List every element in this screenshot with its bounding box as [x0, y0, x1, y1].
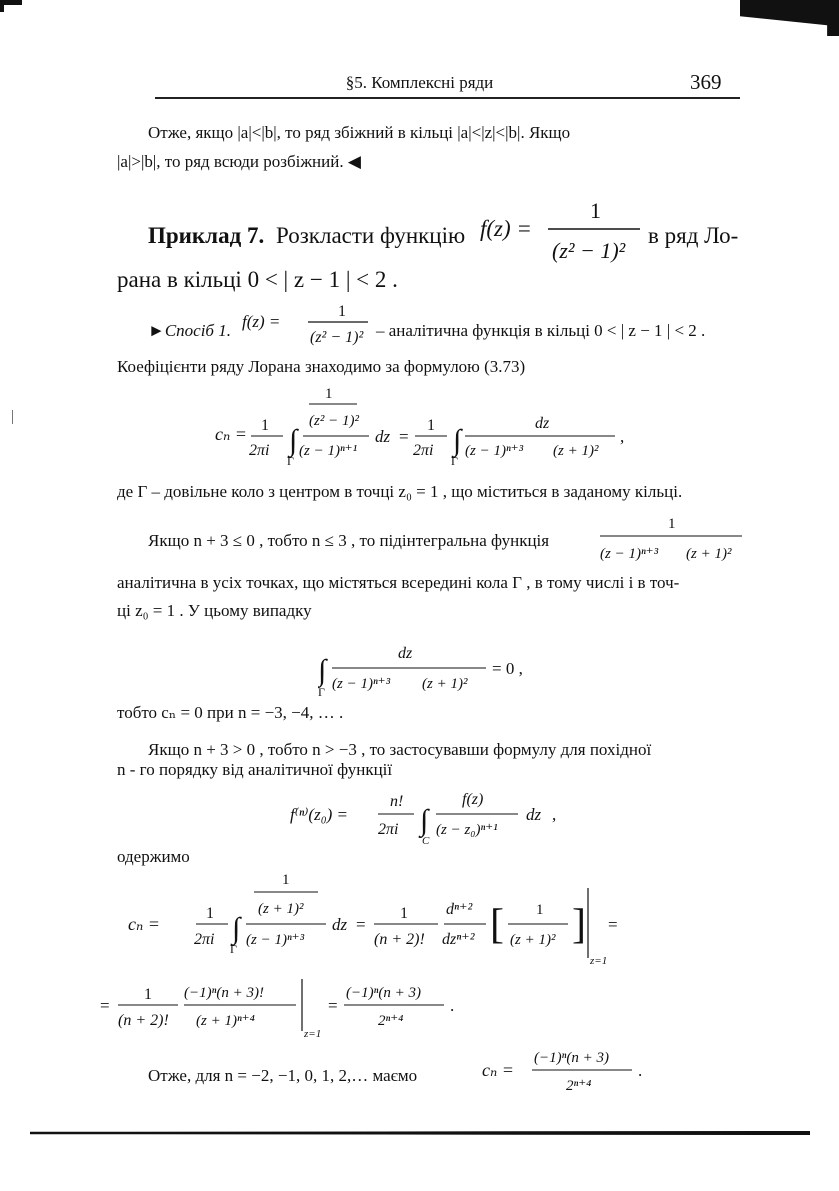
- svg-text:(z² − 1)²: (z² − 1)²: [310, 329, 364, 346]
- svg-text:Γ: Γ: [230, 942, 237, 956]
- svg-text:(−1)ⁿ(n + 3): (−1)ⁿ(n + 3): [534, 1050, 609, 1066]
- svg-text:1: 1: [536, 902, 544, 918]
- svg-text:1: 1: [427, 417, 435, 434]
- svg-text:2πi: 2πi: [378, 821, 399, 838]
- svg-text:2πi: 2πi: [413, 442, 434, 459]
- svg-text:(z − z₀)ⁿ⁺¹: (z − z₀)ⁿ⁺¹: [436, 822, 498, 838]
- svg-text:=: =: [608, 915, 618, 934]
- final-text: Отже, для n = −2, −1, 0, 1, 2,… маємо: [148, 1066, 418, 1085]
- svg-text:(−1)ⁿ(n + 3)!: (−1)ⁿ(n + 3)!: [184, 985, 264, 1001]
- example-label: Приклад 7.: [148, 223, 265, 248]
- svg-text:(z − 1)ⁿ⁺³: (z − 1)ⁿ⁺³: [465, 443, 524, 459]
- svg-text:1: 1: [325, 386, 333, 402]
- svg-text:f⁽ⁿ⁾(z₀) =: f⁽ⁿ⁾(z₀) =: [290, 805, 348, 824]
- final-cn-formula: [482, 1040, 662, 1104]
- method-function-formula: [242, 300, 372, 358]
- svg-text:Γ: Γ: [451, 454, 458, 468]
- method-text: – аналітична функція в кільці 0 < | z − 1 | < 2 .: [376, 321, 706, 340]
- analytic-line-1: аналітична в усіх точках, що містяться всередині кола Γ , в тому числі і в точ-: [117, 573, 680, 592]
- svg-text:(z − 1)ⁿ⁺³: (z − 1)ⁿ⁺³: [246, 932, 305, 948]
- integrand-formula: [598, 510, 746, 568]
- obtain-text: одержимо: [117, 847, 190, 866]
- svg-text:=: =: [399, 427, 409, 446]
- method-label: ►Спосіб 1.: [148, 321, 231, 340]
- f-def-denominator: (z² − 1)²: [552, 238, 626, 263]
- svg-text:(z − 1)ⁿ⁺¹: (z − 1)ⁿ⁺¹: [299, 443, 358, 459]
- svg-text:z=1: z=1: [304, 1028, 322, 1040]
- svg-text:∫: ∫: [232, 912, 241, 945]
- cn-derivative-formula: [128, 868, 628, 978]
- zero-result: тобто cₙ = 0 при n = −3, −4, … .: [117, 703, 344, 722]
- svg-text:.: .: [450, 996, 455, 1015]
- svg-text:∫: ∫: [453, 424, 462, 457]
- svg-text:=: =: [100, 996, 110, 1015]
- coefficient-text: Коефіцієнти ряду Лорана знаходимо за формулою (3.73): [117, 357, 526, 376]
- svg-text:dⁿ⁺²: dⁿ⁺²: [446, 901, 473, 918]
- svg-text:f(z): f(z): [462, 791, 484, 808]
- example-text: Розкласти функцію: [276, 223, 466, 248]
- svg-text:(z + 1)ⁿ⁺⁴: (z + 1)ⁿ⁺⁴: [196, 1013, 255, 1029]
- svg-text:dzⁿ⁺²: dzⁿ⁺²: [442, 931, 475, 948]
- bottom-rule: [30, 1131, 810, 1135]
- svg-text:2ⁿ⁺⁴: 2ⁿ⁺⁴: [566, 1078, 592, 1094]
- svg-text:Γ: Γ: [318, 685, 325, 699]
- svg-text:(z − 1)ⁿ⁺³: (z − 1)ⁿ⁺³: [600, 546, 659, 562]
- svg-text:2ⁿ⁺⁴: 2ⁿ⁺⁴: [378, 1013, 404, 1029]
- svg-text:2πi: 2πi: [194, 931, 215, 948]
- svg-text:(n + 2)!: (n + 2)!: [118, 1012, 169, 1029]
- svg-text:dz: dz: [332, 915, 348, 934]
- svg-text:(z + 1)²: (z + 1)²: [553, 443, 599, 459]
- svg-text:cₙ =: cₙ =: [128, 914, 160, 934]
- scan-blot: [740, 0, 839, 36]
- coefficient-formula: [215, 380, 635, 480]
- svg-text:cₙ =: cₙ =: [215, 424, 247, 444]
- svg-text:1: 1: [282, 872, 290, 888]
- svg-text:(z + 1)²: (z + 1)²: [258, 901, 304, 917]
- svg-text:dz: dz: [398, 645, 413, 662]
- right-bracket: ]: [572, 902, 586, 948]
- svg-text:1: 1: [144, 986, 152, 1003]
- svg-text:1: 1: [338, 303, 346, 320]
- intro-line-2: |a|>|b|, то ряд всюди розбіжний. ◀: [117, 152, 361, 171]
- svg-text:n!: n!: [390, 793, 404, 810]
- example-line-2: рана в кільці 0 < | z − 1 | < 2 .: [117, 267, 398, 292]
- svg-text:,: ,: [552, 805, 557, 824]
- intro-line-1: Отже, якщо |a|<|b|, то ряд збіжний в кільці |a|<|z|<|b|. Якщо: [148, 123, 571, 142]
- svg-text:(z² − 1)²: (z² − 1)²: [309, 413, 359, 429]
- svg-text:=: =: [356, 915, 366, 934]
- svg-text:1: 1: [206, 905, 214, 922]
- cn-result-formula: [100, 975, 500, 1045]
- header-rule: [155, 97, 740, 99]
- svg-text:(−1)ⁿ(n + 3): (−1)ⁿ(n + 3): [346, 985, 421, 1001]
- svg-text:Γ: Γ: [287, 454, 294, 468]
- svg-text:(z + 1)²: (z + 1)²: [686, 546, 732, 562]
- svg-text:(n + 2)!: (n + 2)!: [374, 931, 425, 948]
- svg-text:z=1: z=1: [590, 955, 608, 967]
- svg-text:(z − 1)ⁿ⁺³: (z − 1)ⁿ⁺³: [332, 676, 391, 692]
- svg-text:C: C: [422, 835, 430, 847]
- svg-text:(z + 1)²: (z + 1)²: [422, 676, 468, 692]
- gamma-text: де Γ – довільне коло з центром в точці z₀ = 1 , що міститься в заданому кільці.: [117, 482, 683, 501]
- svg-text:1: 1: [261, 417, 269, 434]
- svg-text:dz: dz: [375, 427, 391, 446]
- svg-text:cₙ =: cₙ =: [482, 1060, 514, 1080]
- f-def-lhs: f(z) =: [480, 216, 532, 241]
- svg-text:dz: dz: [535, 415, 550, 432]
- svg-text:1: 1: [668, 516, 676, 532]
- example-text-tail: в ряд Ло-: [648, 223, 739, 248]
- svg-text:2πi: 2πi: [249, 442, 270, 459]
- scan-edge-tick: [12, 410, 13, 424]
- svg-text:∫: ∫: [420, 804, 429, 837]
- svg-text:= 0 ,: = 0 ,: [492, 659, 523, 678]
- integral-sign: ∫: [289, 424, 298, 457]
- zero-integral-formula: [318, 630, 538, 702]
- page-number: 369: [690, 70, 722, 94]
- svg-text:1: 1: [400, 905, 408, 922]
- scan-corner-mark-vertical: [0, 0, 4, 12]
- svg-text:,: ,: [620, 427, 625, 446]
- svg-text:dz: dz: [526, 805, 542, 824]
- case2-line-2: n - го порядку від аналітичної функції: [117, 760, 393, 779]
- section-title: §5. Комплексні ряди: [345, 73, 494, 92]
- f-def-numerator: 1: [590, 198, 601, 223]
- svg-text:f(z) =: f(z) =: [242, 312, 281, 331]
- svg-text:(z + 1)²: (z + 1)²: [510, 932, 556, 948]
- example-function-formula: [480, 196, 655, 268]
- cauchy-formula: [290, 782, 580, 852]
- svg-text:.: .: [638, 1061, 643, 1080]
- svg-text:∫: ∫: [318, 654, 327, 687]
- case1-text: Якщо n + 3 ≤ 0 , тобто n ≤ 3 , то підінтегральна функція: [148, 531, 550, 550]
- analytic-line-2: ці z₀ = 1 . У цьому випадку: [117, 601, 312, 620]
- svg-text:=: =: [328, 996, 338, 1015]
- left-bracket: [: [490, 902, 504, 948]
- case2-line-1: Якщо n + 3 > 0 , тобто n > −3 , то застосувавши формулу для похідної: [148, 740, 652, 759]
